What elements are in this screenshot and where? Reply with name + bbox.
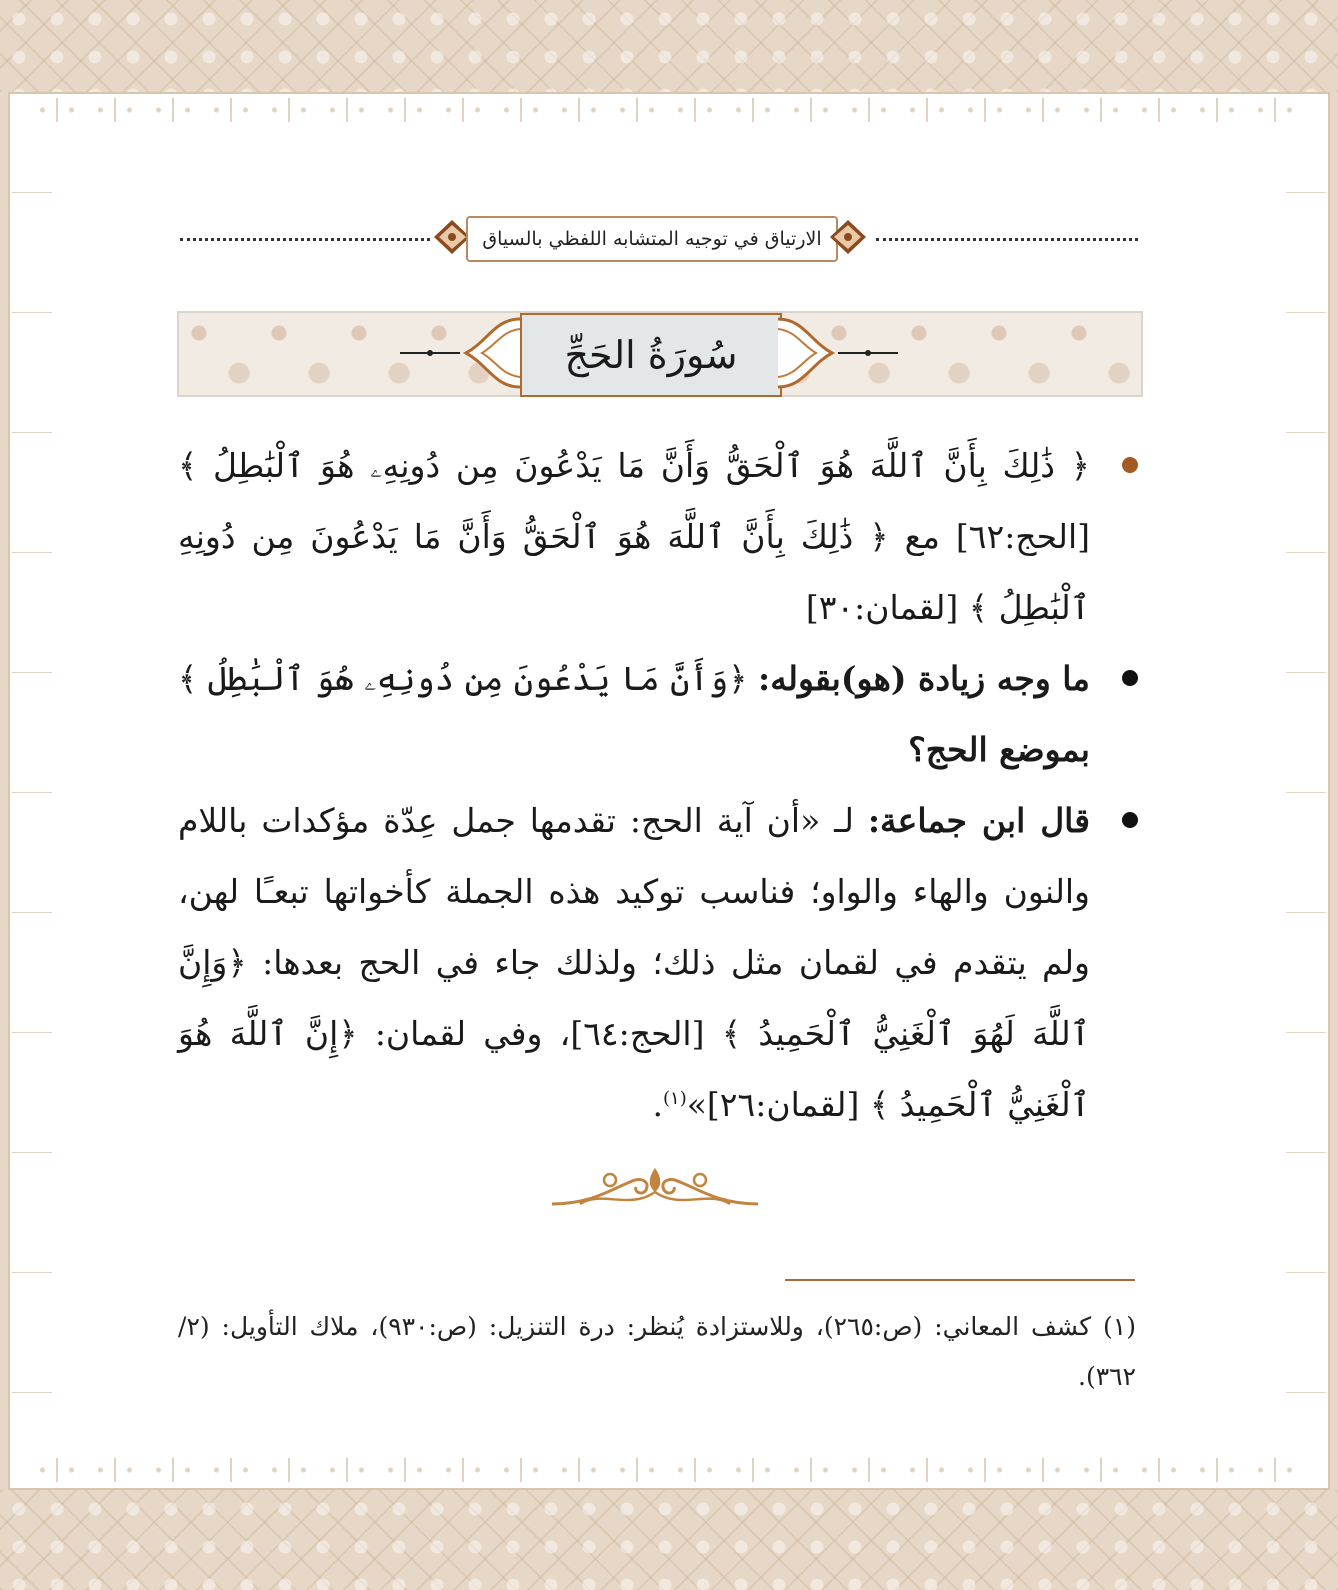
sentence-end: . <box>652 1085 663 1124</box>
banner-wing-left-icon <box>400 313 520 393</box>
section-end-ornament-icon <box>550 1160 760 1212</box>
left-trim-decoration <box>12 132 52 1442</box>
bullet-icon <box>1122 670 1138 686</box>
connector-text: مع <box>904 517 940 556</box>
header-ornament-right-icon <box>828 216 870 258</box>
speaker-label: قال ابن جماعة: <box>867 801 1091 840</box>
top-trim-decoration <box>28 98 1310 122</box>
decorative-right-border <box>1330 92 1338 1490</box>
verse-reference: [الحج:٦٤]، <box>559 1014 705 1053</box>
verse-reference: [الحج:٦٢] <box>955 517 1091 556</box>
list-item <box>178 430 1138 643</box>
surah-title: سُورَةُ الحَجِّ <box>520 313 782 397</box>
header-cartouche <box>430 212 870 262</box>
footnote-separator <box>785 1279 1135 1281</box>
decorative-bottom-border <box>0 1490 1338 1590</box>
verse-reference: [لقمان:٢٦]» <box>686 1085 860 1124</box>
decorative-top-border <box>0 0 1338 92</box>
decorative-left-border <box>0 92 8 1490</box>
connector-text: وفي لقمان: <box>374 1014 543 1053</box>
quote-text: لـ «أن آية الحج: تقدمها جمل عِدّة مؤكدات باللام والنون والهاء والواو؛ فناسب توكيد هذه الجملة كأخواتها تبعـًا لهن، ولم يتقدم في لقمان مثل ذلك؛ ولذلك جاء في الحج بعدها: <box>178 801 1090 982</box>
footnote-marker[interactable]: (١) <box>662 1088 687 1109</box>
surah-banner <box>177 311 1143 397</box>
running-header <box>180 210 1138 266</box>
question-text: ما وجه زيادة (هو)بقوله: <box>758 659 1090 698</box>
banner-wing-right-icon <box>778 313 898 393</box>
list-item <box>178 785 1138 1140</box>
quran-verse: ﴿إِنَّ ٱللَّهَ هُوَ ٱلْغَنِيُّ ٱلْحَمِيدُ ﴾ <box>178 1014 1090 1124</box>
bullet-icon <box>1122 812 1138 828</box>
header-dotted-line-left <box>180 238 430 241</box>
quran-verse: ﴿وَإِنَّ ٱللَّهَ لَهُوَ ٱلْغَنِيُّ ٱلْحَمِيدُ ﴾ <box>178 943 1090 1053</box>
quran-verse: ﴿ ذَٰلِكَ بِأَنَّ ٱللَّهَ هُوَ ٱلْحَقُّ وَأَنَّ مَا يَدْعُونَ مِن دُونِهِ ٱلْبَٰطِلُ ﴾ <box>178 517 1090 627</box>
quran-verse: ﴿ ذَٰلِكَ بِأَنَّ ٱللَّهَ هُوَ ٱلْحَقُّ وَأَنَّ مَا يَدْعُونَ مِن دُونِهِۦ هُوَ ٱلْبَٰطِلُ ﴾ <box>178 446 1090 485</box>
question-text-end: بموضع الحج؟ <box>908 730 1090 769</box>
bullet-icon <box>1122 457 1138 473</box>
running-header-title: الارتياق في توجيه المتشابه اللفظي بالسياق <box>466 216 838 262</box>
right-trim-decoration <box>1286 132 1326 1442</box>
verse-reference: [لقمان:٣٠] <box>805 588 959 627</box>
bottom-trim-decoration <box>28 1458 1310 1482</box>
quran-verse: ﴿وَأَنَّ مَا يَدْعُونَ مِن دُونِهِۦ هُوَ ٱلْبَٰطِلُ ﴾ <box>178 659 748 698</box>
footnote: (١) كشف المعاني: (ص:٢٦٥)، وللاستزادة يُنظر: درة التنزيل: (ص:٩٣٠)، ملاك التأويل: (٢/ ٣٦٢). <box>178 1312 1136 1391</box>
header-dotted-line-right <box>876 238 1138 241</box>
main-content <box>178 430 1138 1140</box>
list-item <box>178 643 1138 785</box>
